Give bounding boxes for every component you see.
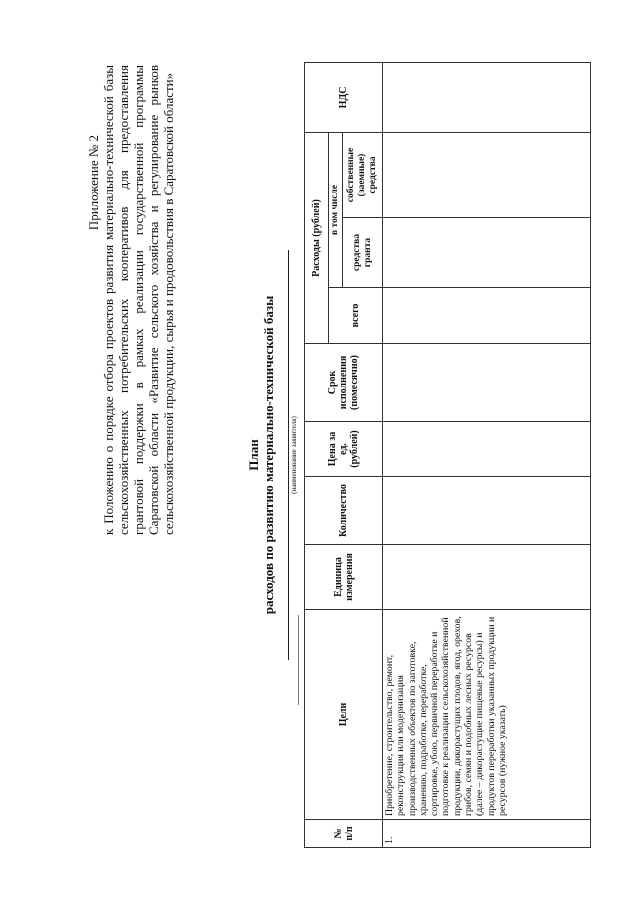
row-vat: [383, 62, 591, 132]
applicant-name-line: [288, 250, 289, 660]
row-unit: [383, 545, 591, 610]
row-price: [383, 422, 591, 477]
plan-title-line2: расходов по развитию материально-технической базы: [261, 295, 276, 615]
header-quantity: Количество: [305, 477, 383, 545]
header-num: № п/п: [305, 820, 383, 848]
header-including: в том числе: [329, 132, 343, 287]
plan-title: [246, 105, 276, 805]
appendix-title: Приложение № 2: [86, 135, 101, 231]
header-price: Цена за ед. (рублей): [305, 422, 383, 477]
expense-plan-table: [304, 63, 591, 848]
header-term: Срок исполнения (помесячно): [305, 344, 383, 422]
row-quantity: [383, 477, 591, 545]
header-total: всего: [329, 288, 383, 344]
header-own-funds: собственные (заемные) средства: [343, 132, 383, 217]
separator-rule: [298, 615, 299, 705]
header-goals: Цели: [305, 610, 383, 820]
plan-title-line1: План: [246, 439, 261, 471]
row-num: 1.: [383, 820, 591, 848]
header-expenses: Расходы (рублей): [305, 132, 329, 343]
header-unit: Единица измерения: [305, 545, 383, 610]
appendix-block: [86, 65, 176, 535]
row-goal: Приобретение, строительство, ремонт, реконструкция или модернизация производственных объектов по заготовке, хранению, подработке, переработке, сортировке, убою, первичной переработке и подготовке к реализации сельскохозяйственной продукции, дикорастущих плодов, ягод, орехов, грибов, семян и подобных лесных ресурсов (далее – дикорастущие пищевые ресурсы) и продуктов переработки указанных продукции и ресурсов (нужное указать): [383, 610, 591, 820]
header-vat: НДС: [305, 62, 383, 132]
applicant-caption: (наименование заявителя): [290, 416, 298, 494]
appendix-text: к Положению о порядке отбора проектов развития материально-технической базы сельскохозяйственных потребительских кооперативов для предоставления грантовой поддержки в рамках реализации государственной программы Саратовской области «Развитие сельского хозяйства и регулирование рынков сельскохозяйственной продукции, сырья и продовольствия в Саратовской области»: [101, 65, 176, 535]
row-own-funds: [383, 132, 591, 217]
row-total: [383, 288, 591, 344]
header-grant: средства гранта: [343, 218, 383, 288]
row-grant: [383, 218, 591, 288]
row-term: [383, 344, 591, 422]
table-row: [383, 62, 591, 847]
